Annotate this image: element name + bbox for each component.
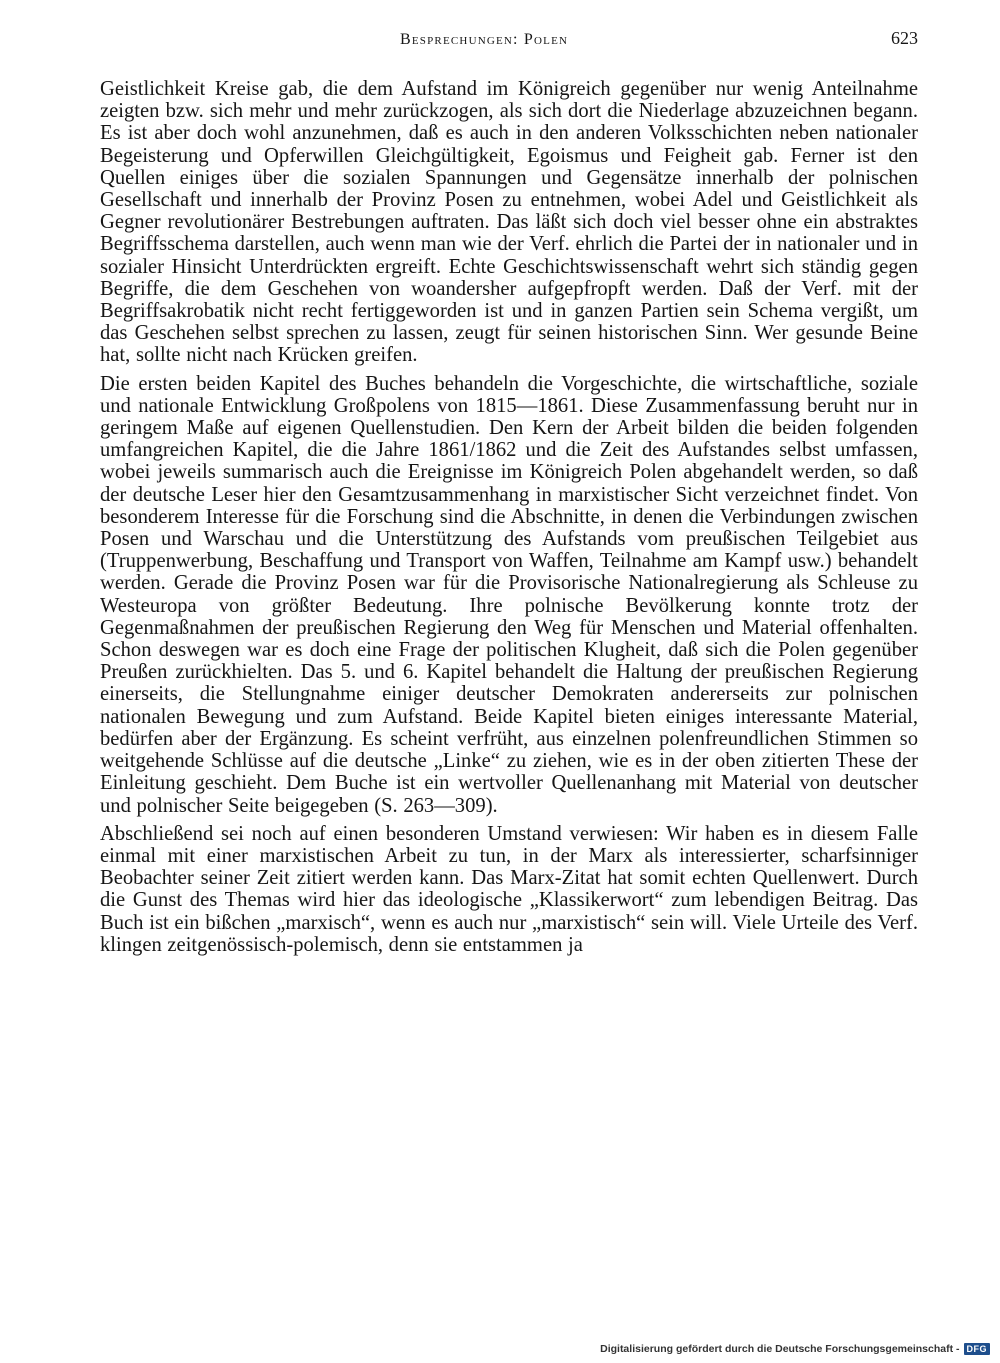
page-header <box>100 28 918 54</box>
running-title: Besprechungen: Polen <box>400 31 569 48</box>
credit-text: Digitalisierung gefördert durch die Deutsche Forschungsgemeinschaft - <box>600 1343 960 1355</box>
dfg-logo: DFG <box>964 1343 991 1355</box>
page-number: 623 <box>891 28 918 48</box>
digitization-credit <box>600 1343 990 1355</box>
paragraph-3: Abschließend sei noch auf einen besonderen Umstand verwiesen: Wir haben es in diesem Falle einmal mit einer marxistischen Arbeit zu tun, in der Marx als interessierter, scharfsinniger Beobachter seiner Zeit zitiert werden kann. Das Marx-Zitat hat somit echten Quellenwert. Durch die Gunst des Themas wird hier das ideologische „Klassikerwort“ zum lebendigen Beitrag. Das Buch ist ein bißchen „marxisch“, wenn es auch nur „marxistisch“ sein will. Viele Urteile des Verf. klingen zeitgenössisch-polemisch, denn sie entstammen ja <box>100 822 918 956</box>
paragraph-1: Geistlichkeit Kreise gab, die dem Aufstand im Königreich gegenüber nur wenig Anteilnahme zeigten bzw. sich mehr und mehr zurückzogen, als sich dort die Niederlage abzuzeichnen begann. Es ist aber doch wohl anzunehmen, daß es auch in den anderen Volksschichten neben nationaler Begeisterung und Opferwillen Gleichgültigkeit, Egoismus und Feigheit gab. Ferner ist den Quellen einiges über die sozialen Spannungen und Gegensätze innerhalb der polnischen Gesellschaft und innerhalb der Provinz Posen zu entnehmen, wobei Adel und Geistlichkeit als Gegner revolutionärer Bestrebungen auftraten. Das läßt sich doch viel besser ohne ein abstraktes Begriffsschema darstellen, auch wenn man wie der Verf. ehrlich die Partei der in nationaler und in sozialer Hinsicht Unterdrückten ergreift. Echte Geschichtswissenschaft wehrt sich ständig gegen Begriffe, die dem Geschehen von woandersher aufgepfropft werden. Daß der Verf. mit der Begriffsakrobatik nicht recht fertiggeworden ist und in ganzen Partien sein Schema vergißt, um das Geschehen selbst sprechen zu lassen, zeugt für seinen historischen Sinn. Wer gesunde Beine hat, sollte nicht nach Krücken greifen. <box>100 78 918 367</box>
paragraph-2: Die ersten beiden Kapitel des Buches behandeln die Vorgeschichte, die wirtschaftliche, soziale und nationale Entwicklung Großpolens von 1815—1861. Diese Zusammenfassung beruht nur in geringem Maße auf eigenen Quellenstudien. Den Kern der Arbeit bilden die beiden folgenden umfangreichen Kapitel, die die Jahre 1861/1862 und die Zeit des Aufstandes selbst umfassen, wobei jeweils summarisch auch die Ereignisse im Königreich Polen abgehandelt werden, so daß der deutsche Leser hier den Gesamtzusammenhang in marxistischer Sicht verzeichnet findet. Von besonderem Interesse für die Forschung sind die Abschnitte, in denen die Verbindungen zwischen Posen und Warschau und die Unterstützung des Aufstands vom preußischen Teilgebiet aus (Truppenwerbung, Beschaffung und Transport von Waffen, Teilnahme am Kampf usw.) behandelt werden. Gerade die Provinz Posen war für die Provisorische Nationalregierung als Schleuse zu Westeuropa von größter Bedeutung. Ihre polnische Bevölkerung konnte trotz der Gegenmaßnahmen der preußischen Regierung den Weg für Menschen und Material offenhalten. Schon deswegen war es doch eine Frage der politischen Klugheit, daß sich die Polen gegenüber Preußen zurückhielten. Das 5. und 6. Kapitel behandelt die Haltung der preußischen Regierung einerseits, die Stellungnahme einiger deutscher Demokraten andererseits zur polnischen nationalen Bewegung und zum Aufstand. Beide Kapitel bieten einiges interessante Material, bedürfen aber der Ergänzung. Es scheint verfrüht, aus einzelnen polenfreundlichen Stimmen so weitgehende Schlüsse auf die deutsche „Linke“ zu ziehen, wie es in der oben zitierten These der Einleitung geschieht. Dem Buche ist ein wertvoller Quellenanhang mit Material von deutscher und polnischer Seite beigegeben (S. 263—309). <box>100 372 918 817</box>
article-body <box>100 78 918 956</box>
